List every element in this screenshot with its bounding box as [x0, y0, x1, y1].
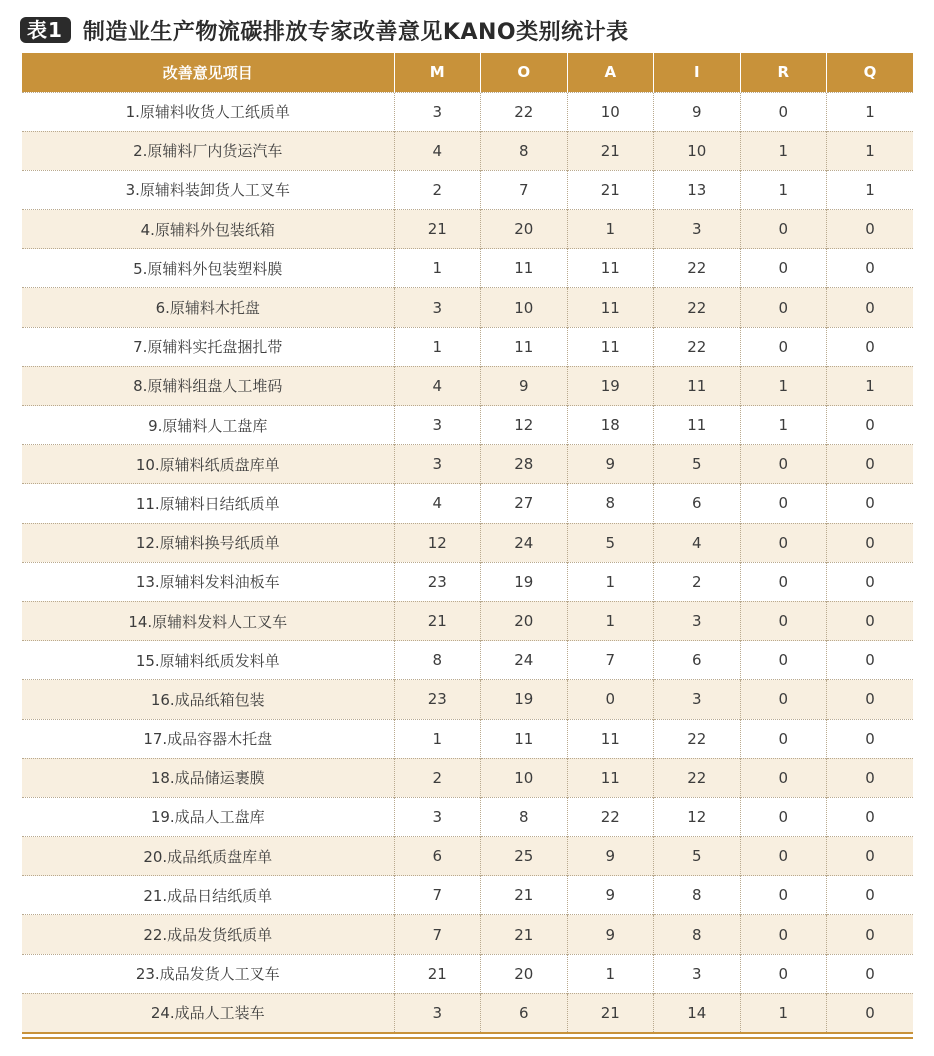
i-cell: 6	[654, 484, 741, 523]
r-cell: 0	[740, 680, 827, 719]
o-cell: 12	[481, 406, 568, 445]
m-cell: 7	[394, 915, 481, 954]
r-cell: 0	[740, 288, 827, 327]
item-cell: 8.原辅料组盘人工堆码	[22, 366, 394, 405]
i-cell: 6	[654, 641, 741, 680]
table-row	[22, 719, 913, 758]
r-cell: 0	[740, 837, 827, 876]
table-row	[22, 484, 913, 523]
m-cell: 4	[394, 131, 481, 170]
a-cell: 9	[567, 445, 654, 484]
o-cell: 20	[481, 210, 568, 249]
r-cell: 0	[740, 876, 827, 915]
i-cell: 8	[654, 915, 741, 954]
m-cell: 2	[394, 758, 481, 797]
m-cell: 4	[394, 484, 481, 523]
q-cell: 0	[827, 406, 914, 445]
item-cell: 5.原辅料外包装塑料膜	[22, 249, 394, 288]
item-cell: 7.原辅料实托盘捆扎带	[22, 327, 394, 366]
table-row	[22, 406, 913, 445]
a-cell: 11	[567, 758, 654, 797]
o-cell: 11	[481, 327, 568, 366]
m-cell: 3	[394, 406, 481, 445]
q-cell: 0	[827, 484, 914, 523]
o-cell: 25	[481, 837, 568, 876]
o-cell: 8	[481, 131, 568, 170]
item-cell: 1.原辅料收货人工纸质单	[22, 92, 394, 131]
r-cell: 0	[740, 562, 827, 601]
table-row	[22, 758, 913, 797]
table-title	[20, 13, 629, 47]
item-cell: 6.原辅料木托盘	[22, 288, 394, 327]
a-cell: 18	[567, 406, 654, 445]
r-cell: 0	[740, 249, 827, 288]
table-row	[22, 562, 913, 601]
kano-table-container	[22, 53, 913, 1034]
bottom-rule	[22, 1037, 913, 1039]
a-cell: 22	[567, 797, 654, 836]
q-cell: 0	[827, 797, 914, 836]
column-header-q: Q	[827, 53, 914, 92]
q-cell: 0	[827, 993, 914, 1032]
q-cell: 1	[827, 92, 914, 131]
a-cell: 21	[567, 993, 654, 1032]
i-cell: 3	[654, 601, 741, 640]
m-cell: 21	[394, 954, 481, 993]
a-cell: 1	[567, 562, 654, 601]
m-cell: 1	[394, 249, 481, 288]
i-cell: 22	[654, 719, 741, 758]
table-row	[22, 876, 913, 915]
r-cell: 0	[740, 797, 827, 836]
o-cell: 11	[481, 719, 568, 758]
i-cell: 10	[654, 131, 741, 170]
r-cell: 0	[740, 915, 827, 954]
column-header-i: I	[654, 53, 741, 92]
item-cell: 12.原辅料换号纸质单	[22, 523, 394, 562]
i-cell: 8	[654, 876, 741, 915]
a-cell: 10	[567, 92, 654, 131]
q-cell: 0	[827, 249, 914, 288]
i-cell: 22	[654, 249, 741, 288]
o-cell: 24	[481, 523, 568, 562]
r-cell: 0	[740, 445, 827, 484]
item-cell: 15.原辅料纸质发料单	[22, 641, 394, 680]
q-cell: 0	[827, 641, 914, 680]
a-cell: 1	[567, 954, 654, 993]
m-cell: 3	[394, 797, 481, 836]
q-cell: 0	[827, 954, 914, 993]
a-cell: 11	[567, 719, 654, 758]
table-row	[22, 366, 913, 405]
item-cell: 16.成品纸箱包装	[22, 680, 394, 719]
m-cell: 1	[394, 719, 481, 758]
q-cell: 0	[827, 523, 914, 562]
a-cell: 11	[567, 327, 654, 366]
r-cell: 1	[740, 366, 827, 405]
table-row	[22, 993, 913, 1032]
item-cell: 23.成品发货人工叉车	[22, 954, 394, 993]
r-cell: 1	[740, 993, 827, 1032]
r-cell: 0	[740, 484, 827, 523]
o-cell: 19	[481, 680, 568, 719]
a-cell: 21	[567, 131, 654, 170]
m-cell: 23	[394, 680, 481, 719]
m-cell: 2	[394, 170, 481, 209]
table-row	[22, 523, 913, 562]
table-row	[22, 954, 913, 993]
o-cell: 21	[481, 876, 568, 915]
i-cell: 5	[654, 837, 741, 876]
table-body	[22, 92, 913, 1033]
header-row	[22, 53, 913, 92]
table-row	[22, 680, 913, 719]
o-cell: 27	[481, 484, 568, 523]
table-number-badge: 表1	[20, 17, 71, 43]
o-cell: 19	[481, 562, 568, 601]
item-cell: 3.原辅料装卸货人工叉车	[22, 170, 394, 209]
table-row	[22, 249, 913, 288]
i-cell: 5	[654, 445, 741, 484]
o-cell: 9	[481, 366, 568, 405]
r-cell: 0	[740, 719, 827, 758]
m-cell: 3	[394, 288, 481, 327]
i-cell: 22	[654, 288, 741, 327]
column-header-m: M	[394, 53, 481, 92]
q-cell: 0	[827, 837, 914, 876]
q-cell: 0	[827, 680, 914, 719]
i-cell: 4	[654, 523, 741, 562]
m-cell: 8	[394, 641, 481, 680]
table-row	[22, 92, 913, 131]
i-cell: 3	[654, 954, 741, 993]
q-cell: 1	[827, 131, 914, 170]
a-cell: 1	[567, 210, 654, 249]
m-cell: 6	[394, 837, 481, 876]
i-cell: 2	[654, 562, 741, 601]
r-cell: 0	[740, 327, 827, 366]
item-cell: 11.原辅料日结纸质单	[22, 484, 394, 523]
table-row	[22, 210, 913, 249]
m-cell: 1	[394, 327, 481, 366]
item-cell: 2.原辅料厂内货运汽车	[22, 131, 394, 170]
i-cell: 22	[654, 758, 741, 797]
m-cell: 3	[394, 92, 481, 131]
q-cell: 0	[827, 758, 914, 797]
o-cell: 11	[481, 249, 568, 288]
i-cell: 3	[654, 680, 741, 719]
item-cell: 24.成品人工装车	[22, 993, 394, 1032]
q-cell: 0	[827, 288, 914, 327]
o-cell: 24	[481, 641, 568, 680]
column-header-a: A	[567, 53, 654, 92]
q-cell: 0	[827, 210, 914, 249]
r-cell: 0	[740, 601, 827, 640]
column-header-item: 改善意见项目	[22, 53, 394, 92]
item-cell: 18.成品储运裹膜	[22, 758, 394, 797]
item-cell: 20.成品纸质盘库单	[22, 837, 394, 876]
item-cell: 14.原辅料发料人工叉车	[22, 601, 394, 640]
r-cell: 0	[740, 641, 827, 680]
o-cell: 7	[481, 170, 568, 209]
m-cell: 21	[394, 210, 481, 249]
i-cell: 22	[654, 327, 741, 366]
o-cell: 22	[481, 92, 568, 131]
a-cell: 5	[567, 523, 654, 562]
table-row	[22, 445, 913, 484]
m-cell: 7	[394, 876, 481, 915]
a-cell: 9	[567, 915, 654, 954]
q-cell: 0	[827, 562, 914, 601]
item-cell: 13.原辅料发料油板车	[22, 562, 394, 601]
item-cell: 17.成品容器木托盘	[22, 719, 394, 758]
item-cell: 19.成品人工盘库	[22, 797, 394, 836]
table-row	[22, 837, 913, 876]
r-cell: 0	[740, 523, 827, 562]
a-cell: 9	[567, 837, 654, 876]
o-cell: 20	[481, 601, 568, 640]
i-cell: 13	[654, 170, 741, 209]
q-cell: 0	[827, 876, 914, 915]
a-cell: 21	[567, 170, 654, 209]
o-cell: 10	[481, 288, 568, 327]
a-cell: 11	[567, 249, 654, 288]
o-cell: 10	[481, 758, 568, 797]
o-cell: 28	[481, 445, 568, 484]
m-cell: 23	[394, 562, 481, 601]
item-cell: 10.原辅料纸质盘库单	[22, 445, 394, 484]
m-cell: 3	[394, 445, 481, 484]
a-cell: 0	[567, 680, 654, 719]
r-cell: 1	[740, 406, 827, 445]
m-cell: 21	[394, 601, 481, 640]
r-cell: 0	[740, 758, 827, 797]
item-cell: 22.成品发货纸质单	[22, 915, 394, 954]
table-row	[22, 797, 913, 836]
r-cell: 0	[740, 92, 827, 131]
o-cell: 8	[481, 797, 568, 836]
m-cell: 12	[394, 523, 481, 562]
q-cell: 0	[827, 445, 914, 484]
table-row	[22, 288, 913, 327]
q-cell: 0	[827, 915, 914, 954]
a-cell: 11	[567, 288, 654, 327]
a-cell: 1	[567, 601, 654, 640]
a-cell: 8	[567, 484, 654, 523]
q-cell: 0	[827, 719, 914, 758]
o-cell: 6	[481, 993, 568, 1032]
table-row	[22, 170, 913, 209]
i-cell: 3	[654, 210, 741, 249]
r-cell: 0	[740, 954, 827, 993]
q-cell: 1	[827, 170, 914, 209]
r-cell: 1	[740, 170, 827, 209]
a-cell: 9	[567, 876, 654, 915]
q-cell: 0	[827, 327, 914, 366]
q-cell: 1	[827, 366, 914, 405]
a-cell: 19	[567, 366, 654, 405]
a-cell: 7	[567, 641, 654, 680]
table-row	[22, 131, 913, 170]
i-cell: 14	[654, 993, 741, 1032]
column-header-o: O	[481, 53, 568, 92]
item-cell: 4.原辅料外包装纸箱	[22, 210, 394, 249]
table-row	[22, 915, 913, 954]
table-title-text: 制造业生产物流碳排放专家改善意见KANO类别统计表	[82, 19, 629, 45]
table-row	[22, 601, 913, 640]
r-cell: 0	[740, 210, 827, 249]
i-cell: 11	[654, 366, 741, 405]
table-row	[22, 327, 913, 366]
table-row	[22, 641, 913, 680]
r-cell: 1	[740, 131, 827, 170]
o-cell: 20	[481, 954, 568, 993]
item-cell: 9.原辅料人工盘库	[22, 406, 394, 445]
i-cell: 12	[654, 797, 741, 836]
table-header	[22, 53, 913, 92]
o-cell: 21	[481, 915, 568, 954]
i-cell: 9	[654, 92, 741, 131]
kano-statistics-table	[22, 53, 913, 1034]
m-cell: 3	[394, 993, 481, 1032]
q-cell: 0	[827, 601, 914, 640]
item-cell: 21.成品日结纸质单	[22, 876, 394, 915]
m-cell: 4	[394, 366, 481, 405]
column-header-r: R	[740, 53, 827, 92]
i-cell: 11	[654, 406, 741, 445]
